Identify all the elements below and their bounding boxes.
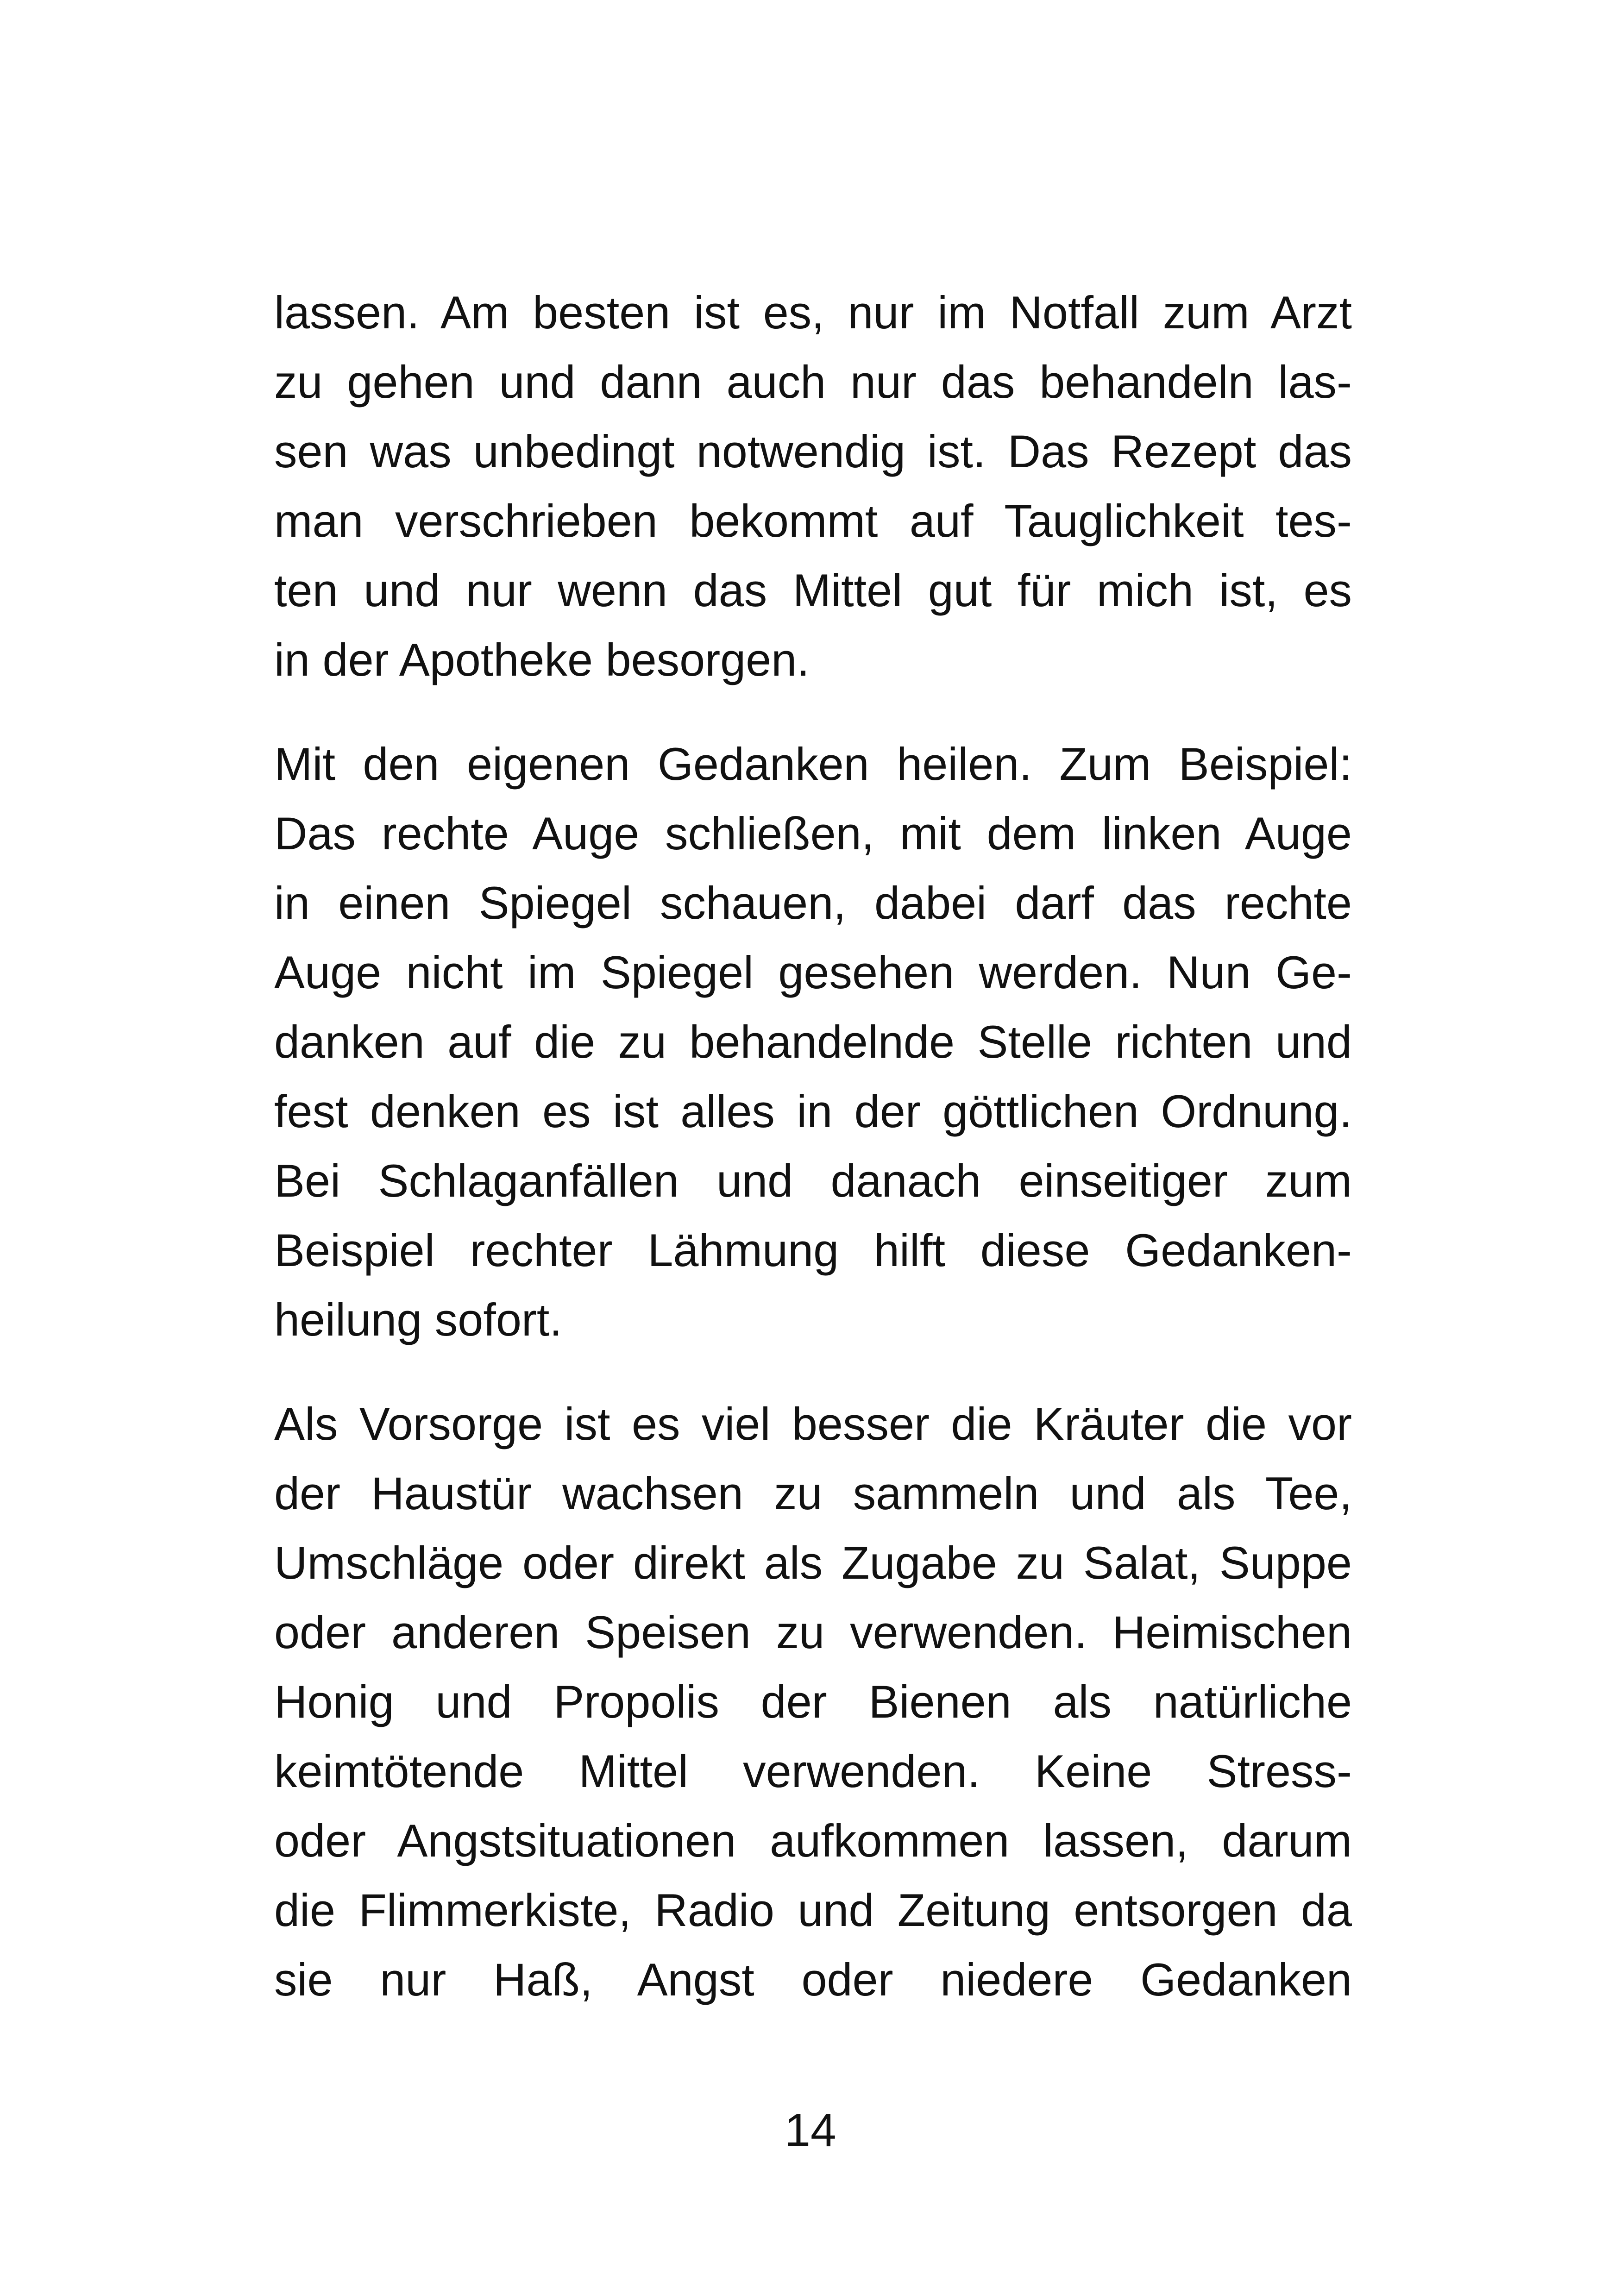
text-line: der Haustür wachsen zu sammeln und als Tee, (274, 1468, 1352, 1519)
text-line: die Flimmerkiste, Radio und Zeitung entsorgen da (274, 1884, 1352, 1936)
text-line: lassen. Am besten ist es, nur im Notfall zum Arzt (274, 287, 1352, 338)
text-line: Honig und Propolis der Bienen als natürliche (274, 1676, 1352, 1727)
text-line: Beispiel rechter Lähmung hilft diese Gedanken- (274, 1224, 1352, 1276)
text-line: oder anderen Speisen zu verwenden. Heimischen (274, 1606, 1352, 1658)
text-line: Auge nicht im Spiegel gesehen werden. Nun Ge- (274, 947, 1352, 998)
page-number: 14 (785, 2104, 836, 2156)
text-line: in der Apotheke besorgen. (274, 634, 810, 685)
text-line: heilung sofort. (274, 1294, 562, 1345)
text-line: ten und nur wenn das Mittel gut für mich ist, es (274, 565, 1352, 616)
text-line: zu gehen und dann auch nur das behandeln las- (274, 356, 1352, 408)
text-line: oder Angstsituationen aufkommen lassen, darum (274, 1815, 1352, 1866)
text-line: danken auf die zu behandelnde Stelle richten und (274, 1016, 1352, 1067)
text-line: in einen Spiegel schauen, dabei darf das rechte (274, 877, 1352, 928)
text-line: man verschrieben bekommt auf Tauglichkeit tes- (274, 495, 1352, 546)
text-line: sen was unbedingt notwendig ist. Das Rezept das (274, 426, 1352, 477)
text-line: Das rechte Auge schließen, mit dem linken Auge (274, 808, 1352, 859)
text-line: keimtötende Mittel verwenden. Keine Stress- (274, 1745, 1352, 1797)
text-line: Mit den eigenen Gedanken heilen. Zum Beispiel: (274, 738, 1352, 790)
text-line: Bei Schlaganfällen und danach einseitiger zum (274, 1155, 1352, 1206)
text-line: sie nur Haß, Angst oder niedere Gedanken (274, 1954, 1352, 2005)
text-line: Als Vorsorge ist es viel besser die Kräuter die vor (274, 1398, 1352, 1449)
text-line: fest denken es ist alles in der göttlichen Ordnung. (274, 1085, 1352, 1137)
text-line: Umschläge oder direkt als Zugabe zu Salat, Suppe (274, 1537, 1352, 1588)
